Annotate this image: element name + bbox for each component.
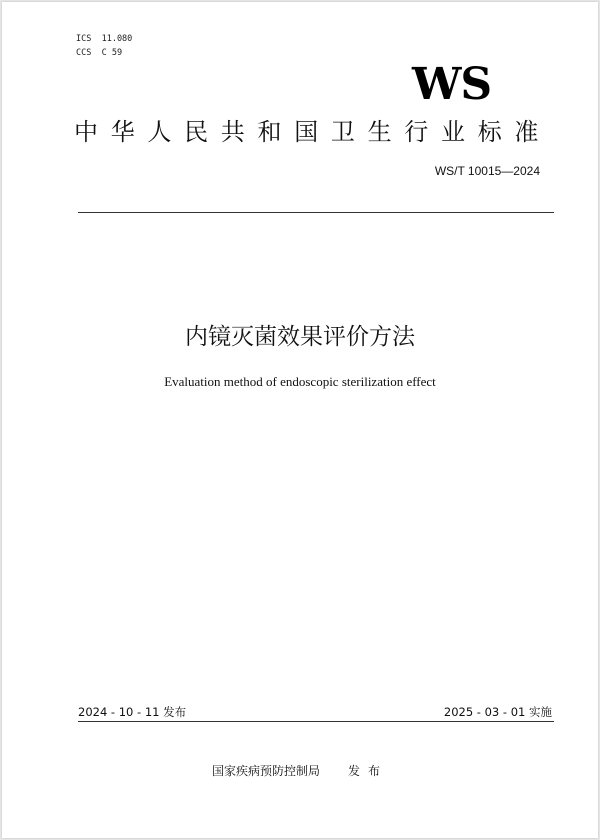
footer-divider xyxy=(78,721,554,722)
ccs-code: CCS C 59 xyxy=(76,48,123,58)
publish-action: 发布 xyxy=(348,764,389,778)
ws-logo: WS xyxy=(412,59,492,110)
document-title-chinese: 内镜灭菌效果评价方法 xyxy=(185,324,415,350)
issue-date: 2024 - 10 - 11 发布 xyxy=(78,705,187,719)
publisher-organization: 国家疾病预防控制局 xyxy=(211,764,320,778)
effective-date: 2025 - 03 - 01 实施 xyxy=(443,705,552,719)
publisher-line xyxy=(2,762,598,780)
document-title-english: Evaluation method of endoscopic sterilization effect xyxy=(164,374,436,389)
standard-number: WS/T 10015—2024 xyxy=(434,164,540,178)
standard-cover-page xyxy=(2,2,598,838)
authority-heading: 中华人民共和国卫生行业标准 xyxy=(74,118,552,146)
classification-codes xyxy=(76,32,132,60)
ics-code: ICS 11.080 xyxy=(76,34,133,44)
header-divider xyxy=(78,212,554,213)
